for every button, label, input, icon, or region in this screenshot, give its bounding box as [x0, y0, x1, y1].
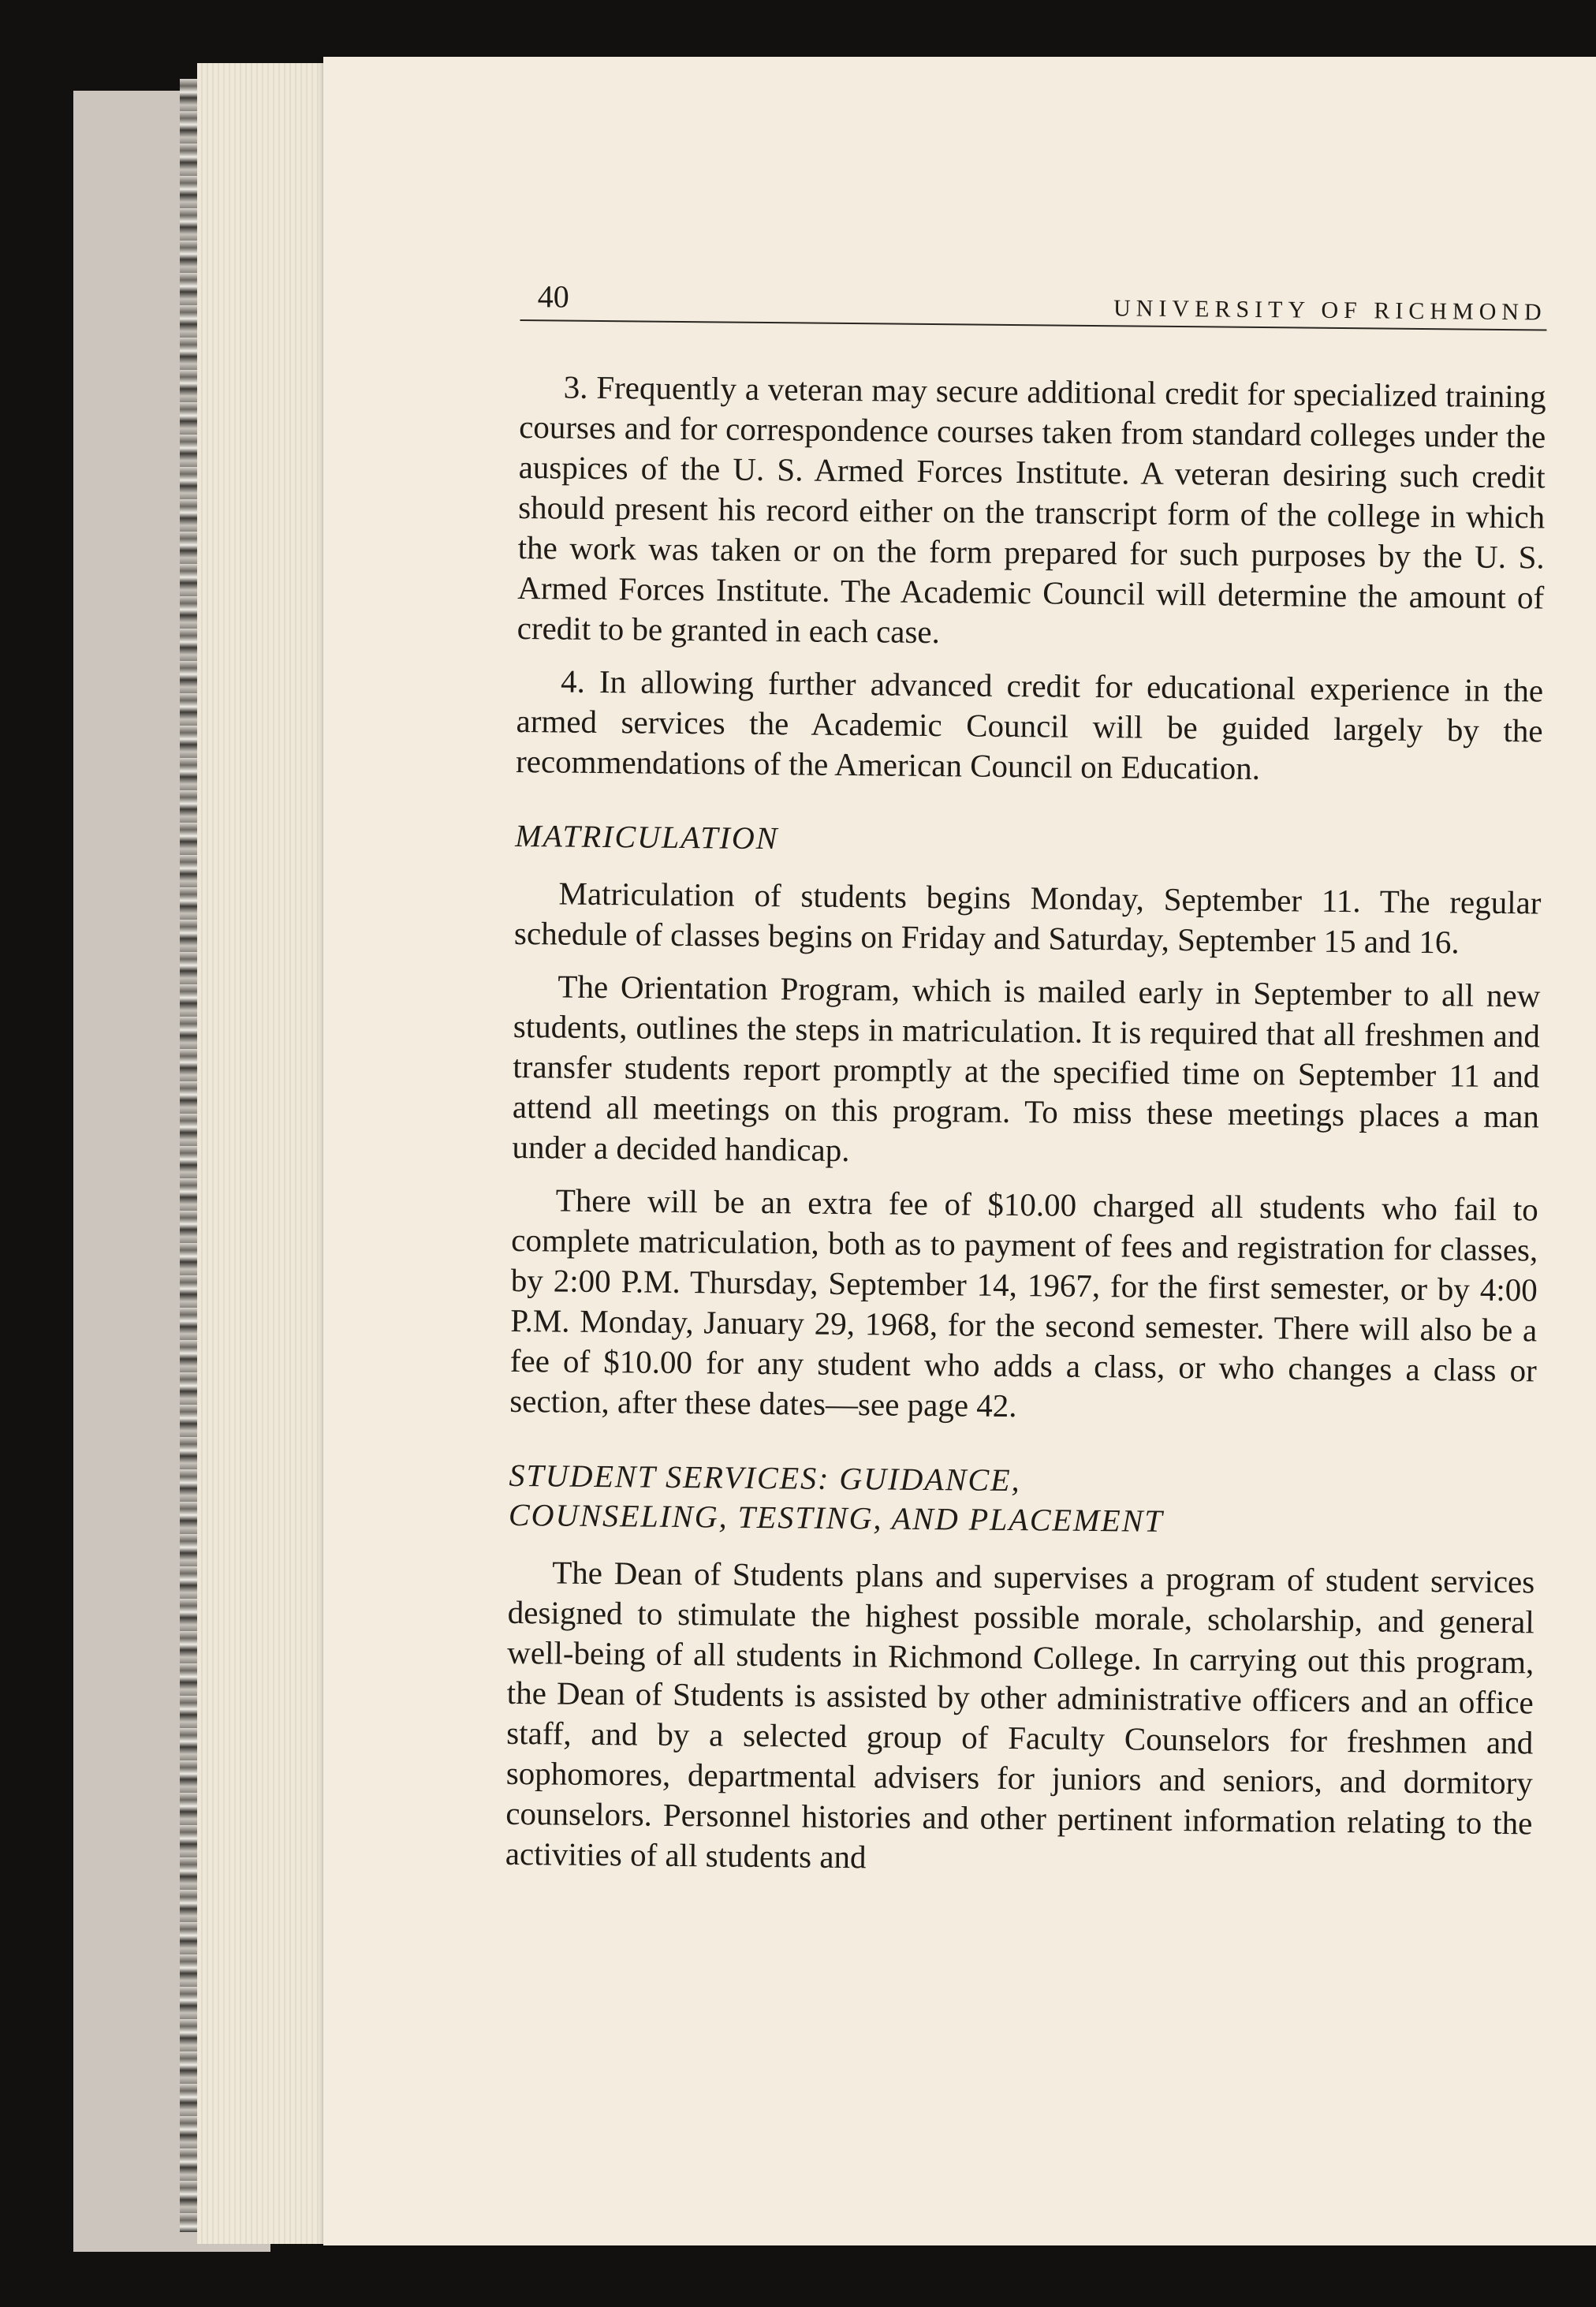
running-title: UNIVERSITY OF RICHMOND: [1113, 295, 1547, 326]
matriculation-paragraph-1: Matriculation of students begins Monday, September 11. The regular schedule of classes begins on Friday and Saturday, September 15 and 16.: [513, 875, 1542, 961]
page-stack-edges: [197, 63, 331, 2244]
page-number: 40: [537, 278, 570, 315]
body-text: [505, 367, 1546, 1883]
student-services-heading: [509, 1456, 1536, 1544]
student-services-heading-line-1: STUDENT SERVICES: GUIDANCE,: [509, 1457, 1021, 1499]
matriculation-heading: MATRICULATION: [515, 817, 779, 857]
matriculation-paragraph-2: The Orientation Program, which is mailed early in September to all new students, outlines the steps in matriculation. It is required that all freshmen and transfer students report promptly at the specified time on September 11 and attend all meetings on this program. To miss these meetings places a man under a decided handicap.: [512, 968, 1541, 1169]
credit-paragraph-3: 3. Frequently a veteran may secure additional credit for specialized training courses and for correspondence courses taken from standard colleges under the auspices of the U. S. Armed Forces Institute. A veteran desiring such credit should present his record either on the transcript form of the college in which the work was taken or on the form prepared for such purposes by the U. S. Armed Forces Institute. The Academic Council will determine the amount of credit to be granted in each case.: [516, 368, 1546, 651]
credit-paragraph-4: 4. In allowing further advanced credit for educational experience in the armed services the Academic Council will be guided largely by the recommendations of the American Council on Education.: [515, 663, 1544, 787]
student-services-paragraph-1: The Dean of Students plans and supervises a program of student services designed to stimulate the highest possible morale, scholarship, and general well-being of all students in Richmond College. In carrying out this program, the Dean of Students is assisted by other administrative officers and an office staff, and by a selected group of Faculty Counselors for freshmen and sophomores, departmental advisers for juniors and seniors, and dormitory counselors. Personnel histories and other pertinent information relating to the activities of all students and: [505, 1554, 1535, 1876]
running-head: [520, 280, 1547, 330]
matriculation-paragraph-3: There will be an extra fee of $10.00 charged all students who fail to complete matriculation, both as to payment of fees and registration for classes, by 2:00 P.M. Thursday, September 14, 1967, for the first semester, or by 4:00 P.M. Monday, January 29, 1968, for the second semester. There will also be a fee of $10.00 for any student who adds a class, or who changes a class or section, after these dates—see page 42.: [509, 1181, 1538, 1424]
student-services-heading-line-2: COUNSELING, TESTING, AND PLACEMENT: [508, 1496, 1164, 1539]
page-content: [505, 280, 1546, 1896]
